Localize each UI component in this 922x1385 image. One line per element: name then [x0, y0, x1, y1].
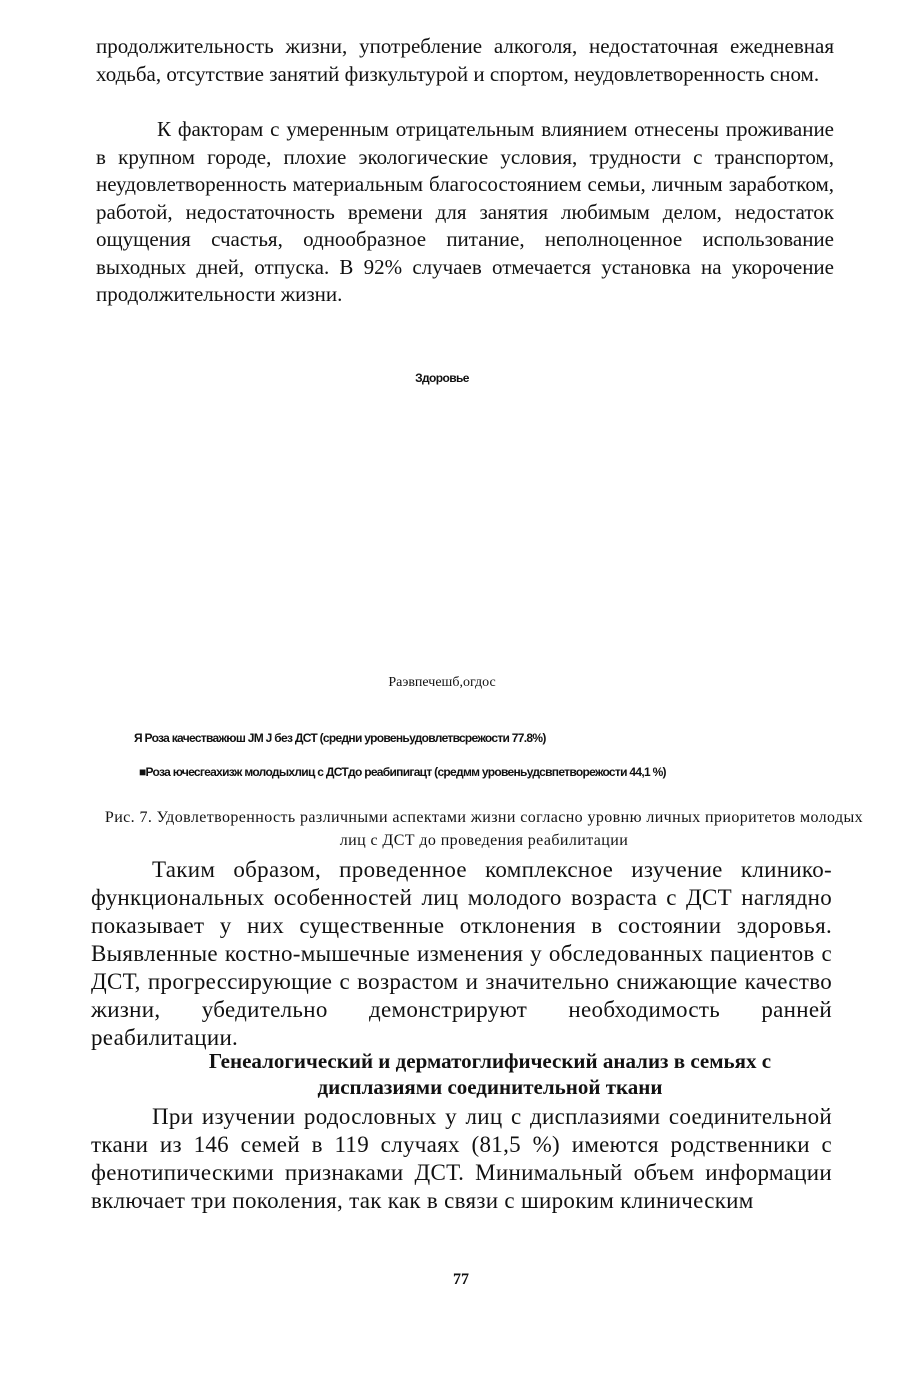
chart-legend-entry: Я Роза качестважюш JM J без ДСТ (средни уровеньудовлетвсрежости 77.8%) — [134, 731, 546, 745]
chart-legend-entry: ■Роза ючесгеахизж молодыхлиц с ДСТдо реабипигацт (средмм уровеньудсвпетворежости 44,1 %) — [139, 765, 666, 779]
chart-axis-label: Раэвпечешб,огдос — [388, 675, 496, 690]
body-paragraph: Таким образом, проведенное комплексное изучение клинико-функциональных особенностей лиц молодого возраста с ДСТ наглядно показывает у них существенные отклонения в состоянии здоровья. Выявленные костно-мышечные изменения у обследованных пациентов с ДСТ, прогрессирующие с возрастом и значительно снижающие качество жизни, убедительно демонстрируют необходимость ранней реабилитации. — [91, 857, 832, 1050]
figure-caption: Рис. 7. Удовлетворенность различными аспектами жизни согласно уровню личных приоритетов молодых лиц с ДСТ до проведения реабилитации — [104, 809, 864, 849]
body-paragraph: продолжительность жизни, употребление алкоголя, недостаточная ежедневная ходьба, отсутствие занятий физкультурой и спортом, неудовлетворенность сном. — [96, 34, 834, 86]
body-paragraph: К факторам с умеренным отрицательным влиянием отнесены проживание в крупном городе, плохие экологические условия, трудности с транспортом, неудовлетворенность материальным благосостоянием семьи, личным заработком, работой, недостаточность времени для занятия любимым делом, недостаток ощущения счастья, однообразное питание, неполноценное использование выходных дней, отпуска. В 92% случаев отмечается установка на укорочение продолжительности жизни. — [96, 117, 834, 306]
body-paragraph: При изучении родословных у лиц с дисплазиями соединительной ткани из 146 семей в 119 случаях (81,5 %) имеются родственники с фенотипическими признаками ДСТ. Минимальный объем информации включает три поколения, так как в связи с широким клиническим — [91, 1104, 832, 1213]
section-heading: Генеалогический и дерматоглифический анализ в семьях с дисплазиями соединительной ткани — [208, 1049, 772, 1099]
chart-title: Здоровье — [415, 371, 469, 385]
chart-area — [96, 395, 834, 665]
page-number: 77 — [453, 1271, 469, 1288]
